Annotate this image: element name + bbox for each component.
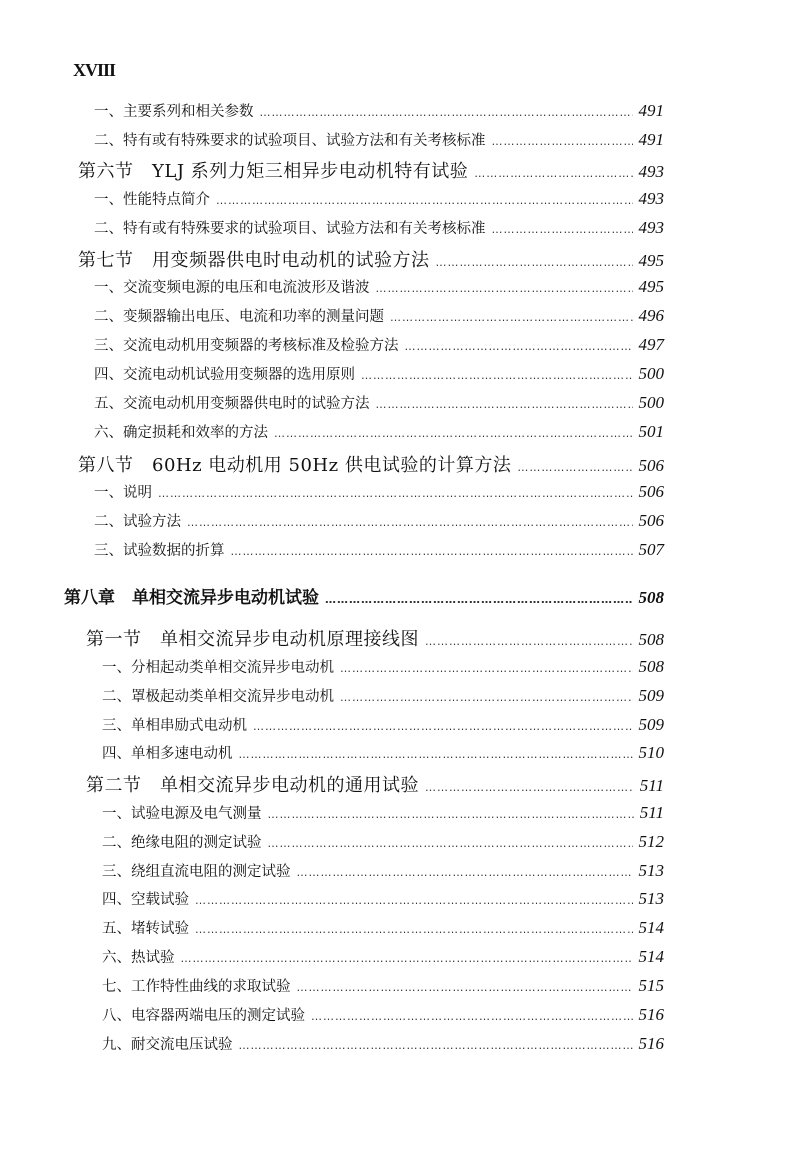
leader-dots	[376, 282, 633, 295]
toc-entry	[94, 481, 664, 502]
toc-entry-page: 511	[639, 776, 664, 795]
toc-section	[78, 451, 664, 477]
leader-dots	[297, 866, 633, 879]
leader-dots	[187, 516, 633, 529]
toc-entry	[102, 1004, 664, 1025]
toc-entry-page: 509	[638, 715, 664, 734]
toc-section-title: 第七节 用变频器供电时电动机的试验方法	[78, 250, 430, 271]
leader-dots	[195, 894, 633, 907]
toc-entry-title: 三、试验数据的折算	[94, 543, 225, 559]
toc-entry-page: 493	[638, 218, 664, 237]
leader-dots	[436, 256, 633, 269]
toc-entry	[94, 129, 664, 150]
toc-entry-title: 三、单相串励式电动机	[102, 718, 247, 734]
leader-dots	[425, 635, 633, 648]
toc-section	[78, 246, 664, 272]
leader-dots	[268, 837, 633, 850]
leader-dots	[492, 223, 633, 236]
toc-entry	[102, 742, 664, 763]
toc-entry-title: 一、试验电源及电气测量	[102, 806, 262, 822]
toc-entry-page: 509	[638, 686, 664, 705]
toc-entry-page: 495	[638, 251, 664, 270]
toc-entry-title: 二、特有或有特殊要求的试验项目、试验方法和有关考核标准	[94, 221, 486, 237]
leader-dots	[492, 135, 633, 148]
toc-entry-page: 501	[638, 422, 664, 441]
toc-entry-page: 516	[638, 1005, 664, 1024]
toc-section	[86, 625, 664, 651]
toc-entry	[94, 510, 664, 531]
leader-dots	[181, 952, 633, 965]
toc-entry-title: 二、绝缘电阻的测定试验	[102, 835, 262, 851]
toc-entry-page: 516	[638, 1034, 664, 1053]
toc-entry-title: 四、交流电动机试验用变频器的选用原则	[94, 367, 355, 383]
toc-section	[86, 771, 664, 797]
leader-dots	[340, 662, 633, 675]
toc-entry-page: 496	[638, 306, 664, 325]
leader-dots	[297, 981, 633, 994]
leader-dots	[340, 691, 633, 704]
toc-entry-title: 五、交流电动机用变频器供电时的试验方法	[94, 396, 370, 412]
toc-entry	[94, 363, 664, 384]
toc-entry-page: 508	[638, 630, 664, 649]
toc-entry-page: 506	[638, 456, 664, 475]
toc-entry	[102, 1033, 664, 1054]
leader-dots	[158, 487, 633, 500]
toc-entry	[94, 539, 664, 560]
leader-dots	[376, 398, 633, 411]
toc-entry	[94, 421, 664, 442]
page-number-roman: XVIII	[73, 60, 116, 80]
toc-entry	[94, 100, 664, 121]
leader-dots	[517, 461, 632, 474]
toc-entry-title: 一、主要系列和相关参数	[94, 104, 254, 120]
leader-dots	[311, 1010, 633, 1023]
toc-chapter	[64, 583, 664, 608]
toc-section-title: 第一节 单相交流异步电动机原理接线图	[86, 629, 419, 650]
toc-section-title: 第六节 YLJ 系列力矩三相异步电动机特有试验	[78, 161, 469, 182]
toc-entry-page: 495	[638, 277, 664, 296]
toc-entry-page: 508	[638, 657, 664, 676]
toc-entry-page: 491	[638, 101, 664, 120]
toc-entry-title: 四、单相多速电动机	[102, 746, 233, 762]
toc-section	[78, 157, 664, 183]
leader-dots	[474, 167, 632, 180]
leader-dots	[239, 1039, 633, 1052]
toc-entry	[102, 975, 664, 996]
toc-entry-title: 六、热试验	[102, 950, 175, 966]
leader-dots	[361, 369, 633, 382]
toc-entry	[94, 334, 664, 355]
toc-entry-page: 507	[638, 540, 664, 559]
toc-entry	[102, 888, 664, 909]
toc-entry	[94, 188, 664, 209]
toc-entry	[102, 802, 664, 823]
leader-dots	[325, 593, 633, 606]
toc-chapter-title: 第八章 单相交流异步电动机试验	[64, 588, 319, 608]
toc-entry-title: 二、变频器输出电压、电流和功率的测量问题	[94, 309, 384, 325]
toc-entry-page: 506	[638, 482, 664, 501]
toc-entry-page: 497	[638, 335, 664, 354]
toc-entry-page: 513	[638, 861, 664, 880]
toc-entry	[102, 831, 664, 852]
toc-entry	[102, 917, 664, 938]
toc-section-title: 第二节 单相交流异步电动机的通用试验	[86, 775, 419, 796]
leader-dots	[195, 923, 633, 936]
toc-entry-page: 491	[638, 130, 664, 149]
toc-entry-page: 512	[638, 832, 664, 851]
toc-entry-page: 513	[638, 889, 664, 908]
toc-entry	[94, 305, 664, 326]
toc-entry-page: 500	[638, 364, 664, 383]
leader-dots	[274, 427, 633, 440]
toc-entry-page: 515	[638, 976, 664, 995]
toc-entry-title: 四、空载试验	[102, 892, 189, 908]
toc-entry-title: 二、特有或有特殊要求的试验项目、试验方法和有关考核标准	[94, 133, 486, 149]
toc-entry-title: 七、工作特性曲线的求取试验	[102, 979, 291, 995]
toc-entry-page: 514	[638, 947, 664, 966]
toc-entry-page: 514	[638, 918, 664, 937]
toc-entry-page: 493	[638, 189, 664, 208]
toc-entry-title: 五、堵转试验	[102, 921, 189, 937]
toc-entry-title: 三、绕组直流电阻的测定试验	[102, 864, 291, 880]
toc-entry-page: 508	[638, 588, 664, 607]
toc-entry	[102, 656, 664, 677]
toc-entry-title: 一、交流变频电源的电压和电流波形及谐波	[94, 280, 370, 296]
toc-entry	[94, 276, 664, 297]
toc-entry-title: 一、性能特点简介	[94, 192, 210, 208]
toc-entry	[102, 946, 664, 967]
toc-entry-page: 506	[638, 511, 664, 530]
toc-entry-title: 八、电容器两端电压的测定试验	[102, 1008, 305, 1024]
toc-entry-page: 500	[638, 393, 664, 412]
toc-entry-title: 九、耐交流电压试验	[102, 1037, 233, 1053]
leader-dots	[253, 720, 633, 733]
toc-entry-title: 三、交流电动机用变频器的考核标准及检验方法	[94, 338, 399, 354]
leader-dots	[405, 340, 633, 353]
leader-dots	[425, 781, 634, 794]
toc-entry-title: 六、确定损耗和效率的方法	[94, 425, 268, 441]
toc-entry-title: 二、罩极起动类单相交流异步电动机	[102, 689, 334, 705]
toc-entry-title: 一、说明	[94, 485, 152, 501]
toc-entry-page: 511	[639, 803, 664, 822]
leader-dots	[239, 748, 633, 761]
toc-entry-page: 510	[638, 743, 664, 762]
leader-dots	[216, 194, 633, 207]
leader-dots	[231, 545, 633, 558]
leader-dots	[390, 311, 633, 324]
toc-entry	[102, 860, 664, 881]
toc-entry	[94, 217, 664, 238]
leader-dots	[260, 106, 633, 119]
toc-entry-title: 一、分相起动类单相交流异步电动机	[102, 660, 334, 676]
toc-entry	[102, 685, 664, 706]
toc-entry-page: 493	[638, 162, 664, 181]
toc-entry-title: 二、试验方法	[94, 514, 181, 530]
toc-entry	[94, 392, 664, 413]
toc-section-title: 第八节 60Hz 电动机用 50Hz 供电试验的计算方法	[78, 455, 512, 476]
leader-dots	[268, 808, 634, 821]
toc-entry	[102, 714, 664, 735]
